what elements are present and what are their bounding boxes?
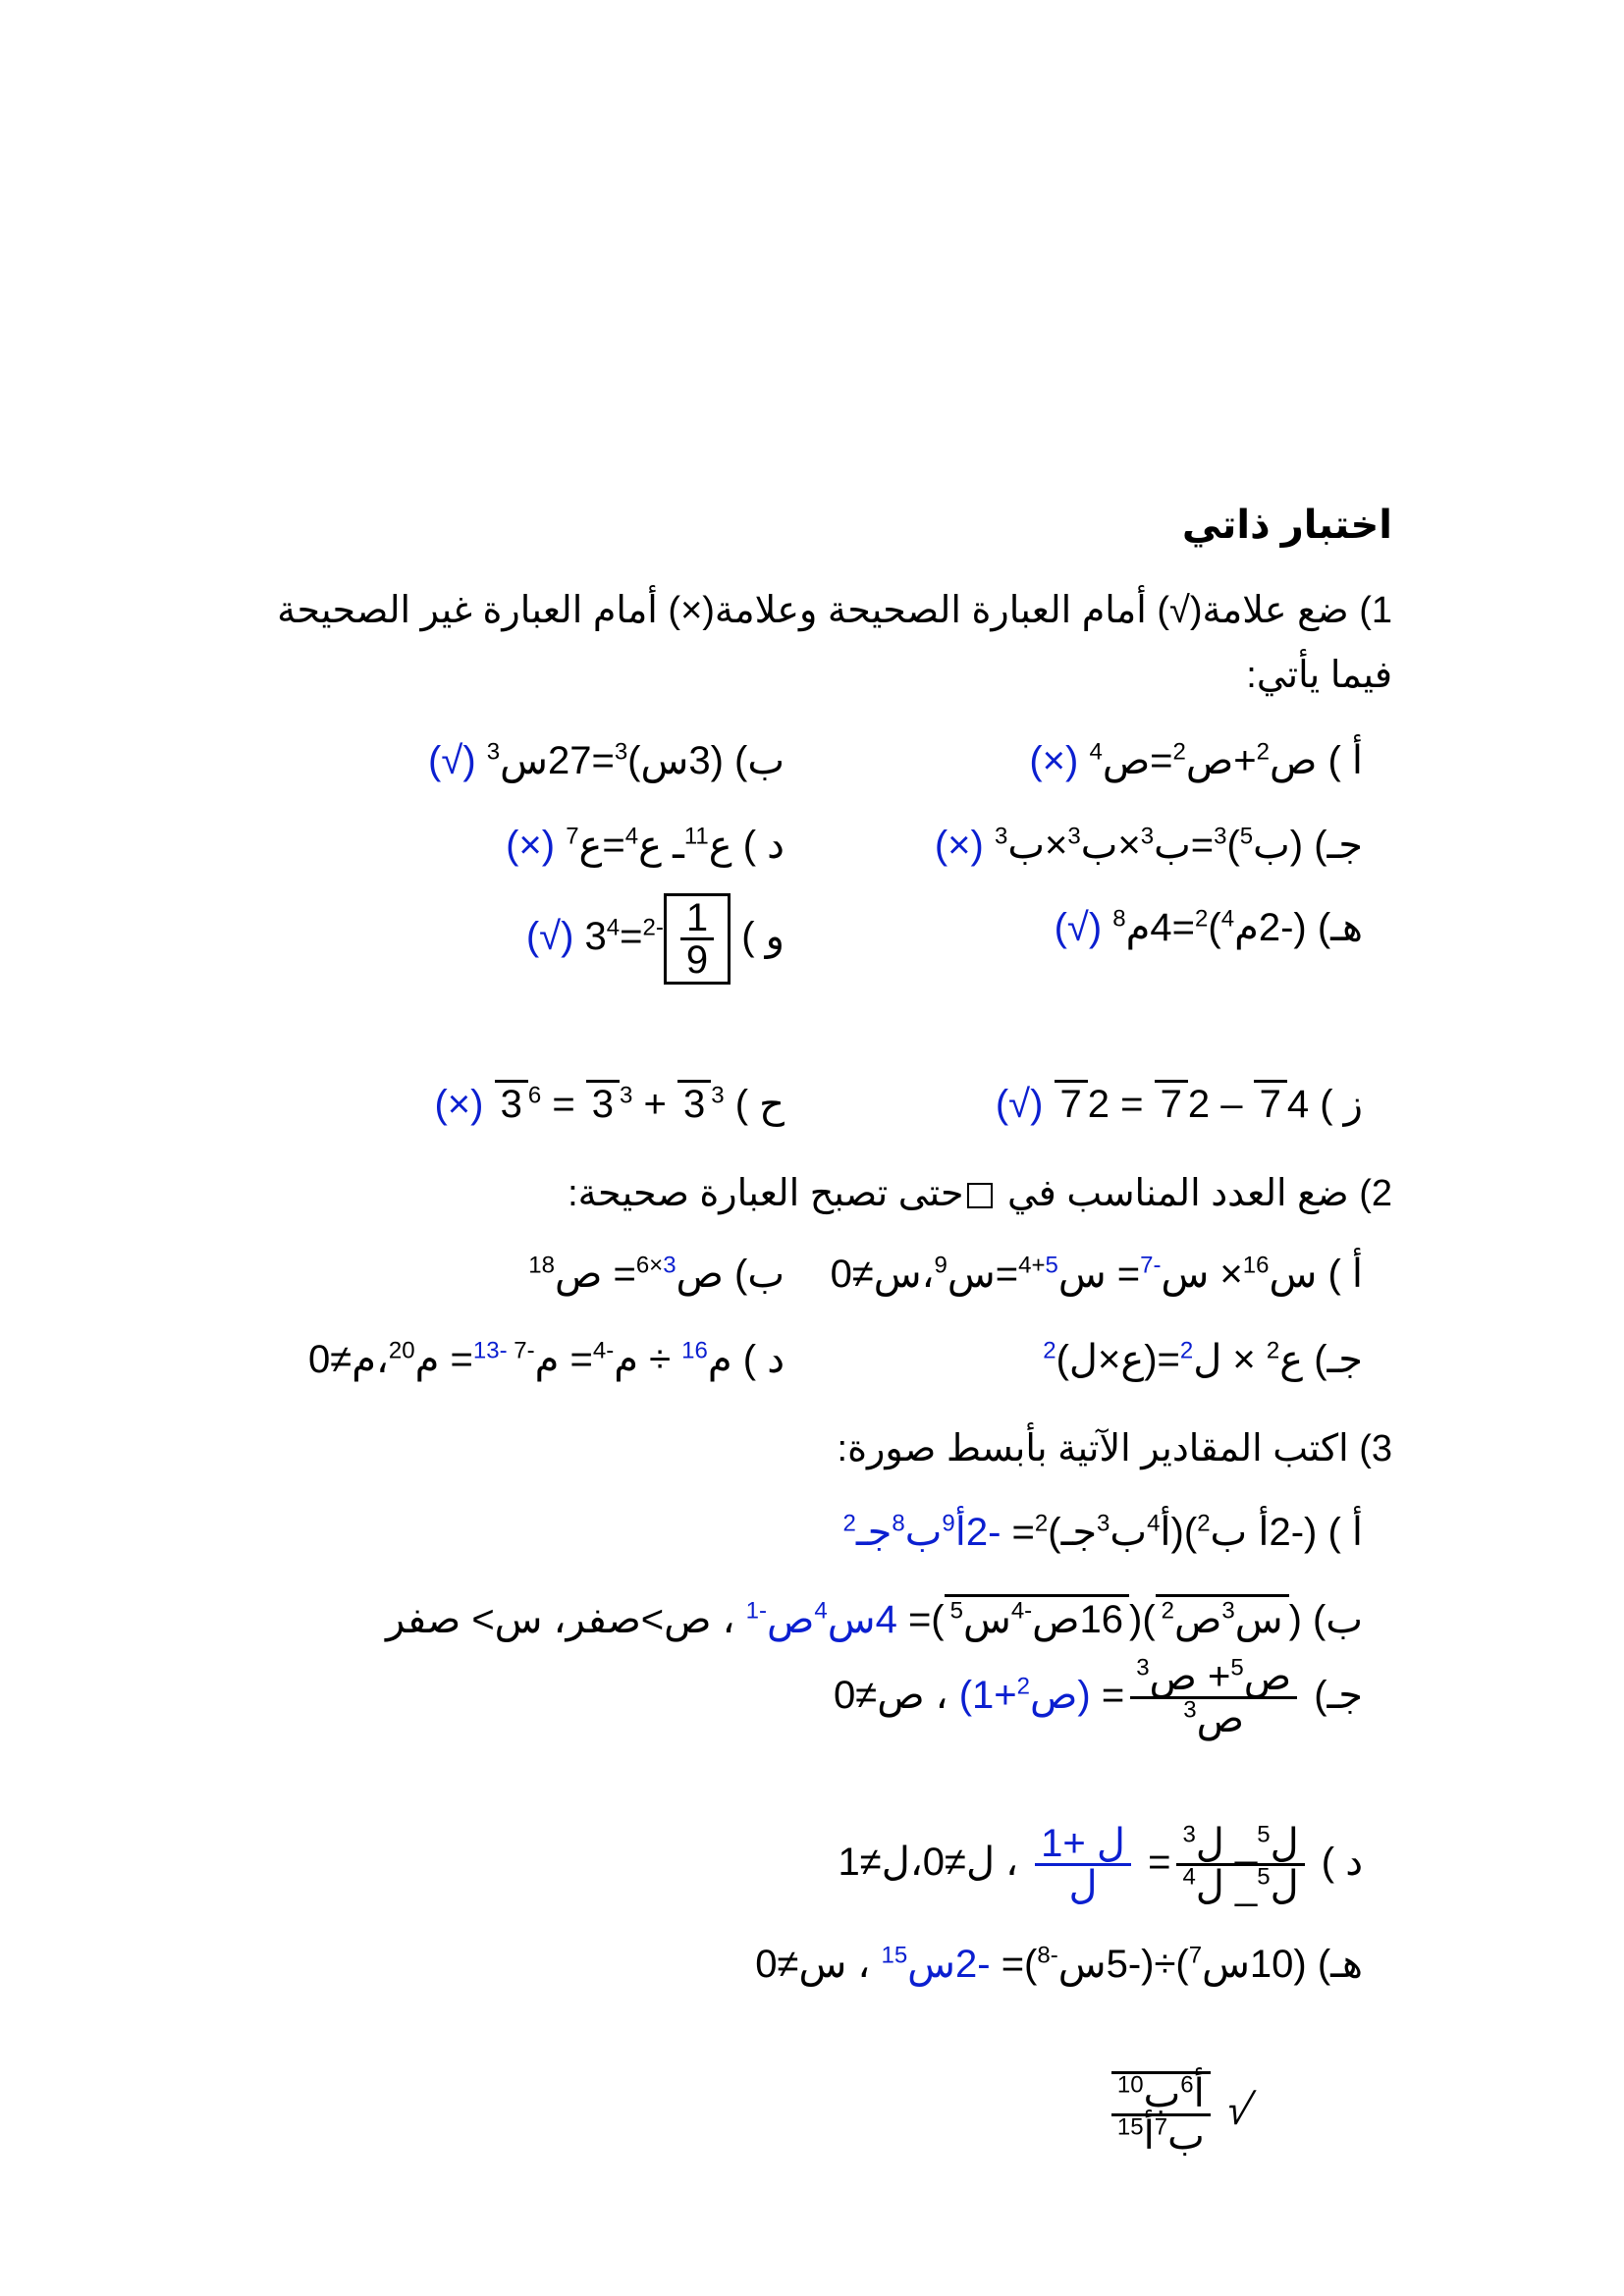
q1-item-h-label: هـ) xyxy=(1317,906,1363,949)
q1-instruction-line2: فيما يأتي: xyxy=(1246,655,1392,696)
q3-item-j-answer: (ص$^2$+1) xyxy=(958,1673,1091,1718)
q1-instruction-line1: 1) ضع علامة(√) أمام العبارة الصحيحة وعلامة(×) أمام العبارة غير الصحيحة xyxy=(277,590,1392,631)
blank-box-icon xyxy=(967,1183,993,1208)
q1-item-d-label: د ) xyxy=(742,824,785,867)
q3-item-h: هـ) (10س$^7$)÷(-5س$^{-8}$)= -2س$^{15}$ ، س≠0 xyxy=(755,1942,1363,1986)
q1-item-w: و ) $\frac{1}{9}$ $^{-2}=3^4$ (√) xyxy=(526,893,785,985)
q3-item-b: ب) (س$^3$ص$^2$)(16ص$^{-4}$س$^5$)= 4س$^4$ص$^{-1}$ ، ص>صفر، س> صفر xyxy=(386,1594,1363,1642)
q1-item-a-label: أ ) xyxy=(1327,739,1363,782)
q1-item-h: هـ) (-2م$^4$)$^2$=4م$^8$ (√) xyxy=(1054,905,1363,949)
radical-sign-icon: √ xyxy=(1220,2085,1258,2134)
q3-item-h-condition: ، س≠0 xyxy=(755,1943,871,1986)
q3-item-d-fraction: $\frac{ل^5\_ ل^3}{ل^5\_ ل^4}$ xyxy=(1176,1824,1304,1905)
q1-item-d: د ) ع$^{11}$ـ ع$^4$=ع$^7$ (×) xyxy=(506,823,785,867)
fraction-bracket: $\frac{1}{9}$ xyxy=(664,893,731,985)
extra-radical-expression: √ $\frac{أ^6ب^{10}}{ب^7أ^{15}}$ xyxy=(1106,2071,1251,2156)
q2-item-d: د ) م$^{16}$ ÷ م$^{-4}$= م$^{-7 -13}$= م$^{20}$،م≠0 xyxy=(308,1337,785,1381)
q1-item-z-label: ز ) xyxy=(1320,1083,1363,1126)
q1-item-z: ز ) 47 – 27 = 27 (√) xyxy=(996,1080,1363,1127)
q3-item-d-answer: $\frac{\text{ل +1}}{\text{ل}}$ xyxy=(1035,1824,1131,1905)
q2-item-j: جـ) ع$^2$ × ل$^2$=(ع×ل)$^2$ xyxy=(1043,1337,1363,1381)
q3-item-d-condition: ، ل≠0،ل≠1 xyxy=(838,1841,1019,1885)
q1-item-ha-label: ح ) xyxy=(734,1083,785,1126)
q3-item-j-fraction: $\frac{ص^5+ ص^3}{ص^3}$ xyxy=(1130,1657,1297,1738)
q1-item-w-answer: (√) xyxy=(525,915,574,959)
q1-item-j: جـ) (ب$^5$)$^3$=ب$^3$×ب$^3$×ب$^3$ (×) xyxy=(934,823,1363,867)
page-title: اختبار ذاتي xyxy=(1181,504,1392,547)
q1-item-a-answer: (×) xyxy=(1029,739,1079,782)
q3-item-a: أ ) (-2أ ب$^2$)(أ$^4$ب$^3$جـ)$^2$= -2أ$^9$ب$^8$جـ$^2$ xyxy=(842,1510,1363,1554)
q2-instruction: 2) ضع العدد المناسب في حتى تصبح العبارة صحيحة: xyxy=(568,1173,1392,1214)
q3-item-b-answer: 4س$^4$ص$^{-1}$ xyxy=(745,1597,897,1641)
q1-item-w-label: و ) xyxy=(741,915,785,959)
q1-item-j-answer: (×) xyxy=(934,824,984,867)
q1-item-b-label: ب) xyxy=(734,739,785,782)
q1-item-d-answer: (×) xyxy=(506,824,556,867)
q3-item-d: د ) $\frac{ل^5\_ ل^3}{ل^5\_ ل^4}$ = $\frac{\text{ل +1}}{\text{ل}}$ ، ل≠0،ل≠1 xyxy=(838,1821,1363,1907)
q3-item-h-answer: -2س$^{15}$ xyxy=(881,1942,991,1986)
q3-item-j-condition: ، ص≠0 xyxy=(834,1674,948,1718)
q1-item-j-label: جـ) xyxy=(1314,824,1363,867)
q1-item-h-answer: (√) xyxy=(1054,906,1103,949)
q1-item-ha: ح ) $^3$3 + $^3$3 = $^6$3 (×) xyxy=(434,1080,785,1127)
q3-item-a-answer: -2أ$^9$ب$^8$جـ$^2$ xyxy=(842,1510,1001,1554)
q3-item-j: جـ) $\frac{ص^5+ ص^3}{ص^3}$ = (ص$^2$+1) ، ص≠0 xyxy=(834,1654,1363,1740)
q3-item-b-condition: ، ص>صفر، س> صفر xyxy=(385,1598,735,1641)
q1-item-b: ب) (3س)$^3$=27س$^3$ (√) xyxy=(428,738,785,782)
q2-item-b: ب) ص$^{3\times 6}$= ص$^{18}$ xyxy=(528,1252,785,1296)
q1-item-a: أ ) ص$^2$+ص$^2$=ص$^4$ (×) xyxy=(1029,738,1363,782)
q1-item-z-answer: (√) xyxy=(995,1083,1044,1126)
q1-item-b-answer: (√) xyxy=(428,739,476,782)
q2-item-a: أ ) س$^{16}$× س$^{-7}$= س$^{5+4}$=س$^9$،س≠0 xyxy=(830,1252,1363,1296)
q3-instruction: 3) اكتب المقادير الآتية بأبسط صورة: xyxy=(837,1428,1392,1469)
q1-item-ha-answer: (×) xyxy=(434,1083,484,1126)
